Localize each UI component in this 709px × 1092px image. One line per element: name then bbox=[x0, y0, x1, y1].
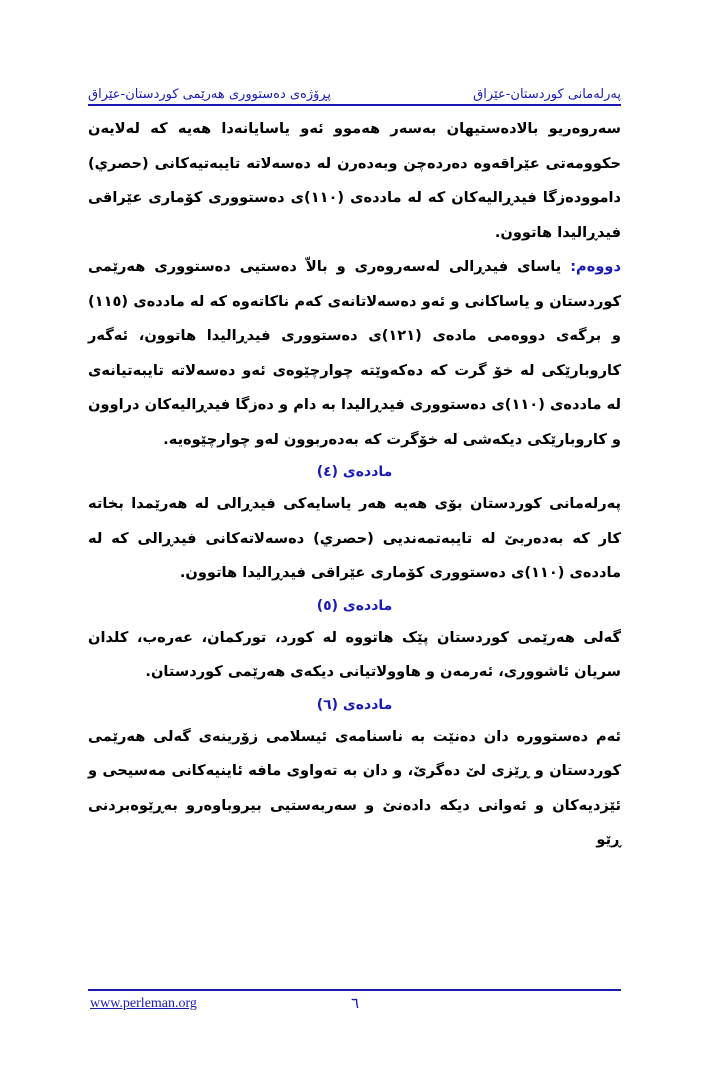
paragraph-4: گەلی هەرێمی کوردستان پێک هاتووە لە کورد، تورکمان، عەرەب، کلدان سریان ئاشووری، ئەرمەن و هاوولاتیانی دیکەی هەرێمی کوردستان. bbox=[88, 628, 621, 680]
paragraph-2-text: یاسای فیدڕالی لەسەروەری و بالاّ دەستیی دەستووری هەرێمی کوردستان و یاساکانی و ئەو دەسەلاتانەی کەم ناکاتەوە کە لە ماددەی (١١٥) و برگەی دووەمی مادەی (١٢١)ی دەستووری فیدڕالیدا هاتوون، ئەگەر کاروبارێکی لە خۆ گرت کە دەکەوێتە چوارچێوەی ئەو دەسەلاتە تایبەتیانەی لە ماددەی (١١٠)ی دەستووری فیدڕالیدا بە دام و دەزگا فیدڕالیەکان دراوون و کاروبارێکی دیکەشی لە خۆگرت کە بەدەربوون لەو چوارچێوەیە. bbox=[88, 258, 621, 448]
header-divider bbox=[88, 104, 621, 106]
header-left-title: پڕۆژەی دەستووری هەرێمی کوردستان-عێراق bbox=[88, 87, 331, 102]
paragraph-1: سەروەریو بالادەستیهان بەسەر هەموو ئەو یاسایانەدا هەیە کە لەلایەن حکوومەتی عێراقەوە دەردەچن وبەدەرن لە دەسەلاتە تایبەتیەکانی (حصري) داموودەزگا فیدڕالیەکان کە لە ماددەی (١١٠)ی دەستووری کۆماری عێراقی فیدڕالیدا هاتوون. bbox=[88, 120, 621, 241]
page-header bbox=[88, 78, 621, 102]
header-right-title: پەرلەمانی کوردستان-عێراق bbox=[473, 87, 621, 102]
document-body bbox=[88, 112, 621, 858]
paragraph-3: پەرلەمانی کوردستان بۆی هەیە هەر یاسایەکی فیدڕالی لە هەرێمدا بخاتە کار کە بەدەربێ لە تایبەتمەندیی (حصري) دەسەلاتەکانی فیدڕالی کە لە ماددەی (١١٠)ی دەستووری کۆماری عێراقی فیدڕالیدا هاتوون. bbox=[88, 495, 621, 581]
paragraph-2 bbox=[88, 250, 621, 457]
page-number: ٦ bbox=[350, 994, 360, 1012]
footer-divider bbox=[88, 989, 621, 991]
article-5-heading: ماددەی (٥) bbox=[316, 597, 393, 614]
article-4-heading: ماددەی (٤) bbox=[316, 464, 393, 480]
paragraph-5: ئەم دەستوورە دان دەنێت بە ناسنامەی ئیسلامی زۆرینەی گەلی هەرێمی کوردستان و ڕێزی لێ دەگرێ، و دان بە تەواوی مافە ئاینیەکانی مەسیحی و ئێزدیەکان و ئەوانی دیکە دادەنێ و سەربەستیی بیروباوەرو بەڕێوەبردنی ڕێو bbox=[88, 727, 621, 848]
article-6-heading: ماددەی (٦) bbox=[316, 696, 393, 713]
paragraph-2-keyword: دووەم: bbox=[570, 258, 621, 275]
footer-website-link[interactable]: www.perleman.org bbox=[90, 996, 197, 1011]
